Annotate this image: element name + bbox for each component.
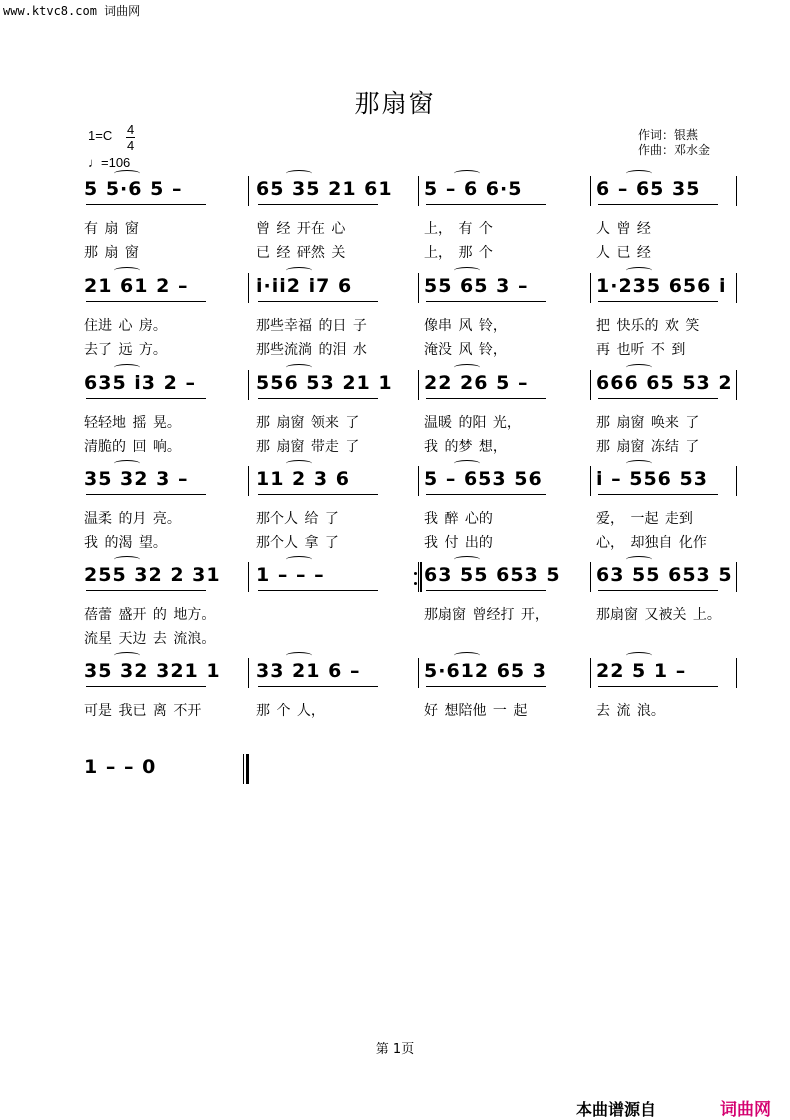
time-signature: [126, 122, 135, 153]
bar-line: [248, 176, 249, 206]
bar-line: [736, 562, 737, 592]
lyric-verse-1: 像串 风 铃，: [424, 318, 507, 334]
lyric-verse-1: 那 扇窗 领来 了: [256, 415, 360, 431]
lyric-verse-1: 上， 有 个: [424, 221, 493, 237]
slur-arc: [454, 652, 480, 659]
beam-line: [258, 204, 378, 205]
time-top: 4: [127, 122, 135, 137]
slur-arc: [114, 170, 140, 177]
bar-line: [590, 176, 591, 206]
beam-line: [258, 398, 378, 399]
measure-notes: 35 32 3 –: [84, 468, 189, 490]
bar-line: [248, 273, 249, 303]
bar-line: [590, 370, 591, 400]
lyric-verse-2: 心， 却独自 化作: [596, 535, 707, 551]
bar-line: [736, 273, 737, 303]
lyric-verse-2: 我 的渴 望。: [84, 535, 167, 551]
lyric-verse-1: 那扇窗 曾经打 开，: [424, 607, 549, 623]
bar-line: [590, 562, 591, 592]
lyric-verse-1: 我 醉 心的: [424, 511, 493, 527]
bar-line: [736, 176, 737, 206]
lyric-verse-2: 去了 远 方。: [84, 342, 167, 358]
measure-notes: 635 i3 2 –: [84, 372, 196, 394]
measure-notes: 55 65 3 –: [424, 275, 529, 297]
lyric-verse-1: 那个人 给 了: [256, 511, 339, 527]
bar-line: [418, 370, 419, 400]
beam-line: [86, 590, 206, 591]
measure-notes: 5 – 6 6·5: [424, 178, 523, 200]
slur-arc: [286, 170, 312, 177]
measure-notes: 556 53 21 1: [256, 372, 393, 394]
lyric-verse-1: 轻轻地 摇 晃。: [84, 415, 181, 431]
slur-arc: [286, 364, 312, 371]
measure-notes: 1 – – 0: [84, 756, 157, 778]
slur-arc: [626, 556, 652, 563]
lyric-verse-1: 可是 我已 离 不开: [84, 703, 202, 719]
lyric-verse-1: 把 快乐的 欢 笑: [596, 318, 700, 334]
bar-line: [736, 466, 737, 496]
bar-line: [418, 466, 419, 496]
beam-line: [86, 204, 206, 205]
measure-notes: 666 65 53 2: [596, 372, 733, 394]
beam-line: [426, 204, 546, 205]
slur-arc: [454, 556, 480, 563]
slur-arc: [114, 267, 140, 274]
bar-line: [736, 658, 737, 688]
measure-notes: 22 5 1 –: [596, 660, 687, 682]
slur-arc: [454, 170, 480, 177]
lyric-verse-2: 那 扇窗 带走 了: [256, 439, 360, 455]
lyric-verse-1: 温柔 的月 亮。: [84, 511, 181, 527]
beam-line: [426, 686, 546, 687]
measure-notes: 35 32 321 1: [84, 660, 221, 682]
bar-line: [248, 562, 249, 592]
measure-notes: 22 26 5 –: [424, 372, 529, 394]
beam-line: [598, 494, 718, 495]
lyric-verse-1: 爱， 一起 走到: [596, 511, 693, 527]
lyric-verse-2: 人 已 经: [596, 245, 651, 261]
measure-notes: 63 55 653 5: [424, 564, 561, 586]
bar-line: [590, 466, 591, 496]
lyric-verse-2: 流星 天边 去 流浪。: [84, 631, 216, 647]
slur-arc: [114, 652, 140, 659]
lyric-verse-1: 蓓蕾 盛开 的 地方。: [84, 607, 216, 623]
beam-line: [86, 301, 206, 302]
lyric-verse-1: 有 扇 窗: [84, 221, 139, 237]
bar-line: [248, 658, 249, 688]
lyric-verse-2: 那 扇窗 冻结 了: [596, 439, 700, 455]
slur-arc: [626, 267, 652, 274]
lyric-verse-1: 好 想陪他 一 起: [424, 703, 528, 719]
beam-line: [258, 686, 378, 687]
slur-arc: [626, 364, 652, 371]
lyric-verse-2: 清脆的 回 响。: [84, 439, 181, 455]
lyric-verse-2: 我 付 出的: [424, 535, 493, 551]
song-title: 那扇窗: [354, 89, 436, 118]
bar-line: [418, 176, 419, 206]
lyric-verse-2: 那 扇 窗: [84, 245, 139, 261]
beam-line: [426, 494, 546, 495]
measure-notes: 21 61 2 –: [84, 275, 189, 297]
slur-arc: [626, 170, 652, 177]
page-number: 第 1页: [375, 1042, 415, 1057]
tempo-mark: ♩=106: [88, 155, 131, 170]
bar-line: [736, 370, 737, 400]
composer: 作曲：邓水金: [638, 143, 711, 157]
credits: [638, 128, 710, 158]
beam-line: [426, 301, 546, 302]
beam-line: [258, 590, 378, 591]
measure-notes: 5 – 653 56: [424, 468, 543, 490]
beam-line: [598, 686, 718, 687]
beam-line: [426, 398, 546, 399]
measure-notes: 63 55 653 5: [596, 564, 733, 586]
time-bottom: 4: [127, 138, 135, 153]
beam-line: [598, 204, 718, 205]
measure-notes: 65 35 21 61: [256, 178, 393, 200]
lyric-verse-2: 再 也听 不 到: [596, 342, 686, 358]
bar-line: [248, 466, 249, 496]
bar-line: [590, 273, 591, 303]
beam-line: [258, 301, 378, 302]
slur-arc: [454, 460, 480, 467]
lyric-verse-1: 那些幸福 的日 子: [256, 318, 367, 334]
lyricist: 作词：银燕: [638, 128, 699, 142]
measure-notes: i – 556 53: [596, 468, 708, 490]
beam-line: [598, 301, 718, 302]
bar-line: [248, 370, 249, 400]
beam-line: [86, 686, 206, 687]
key-signature: 1=C: [88, 128, 113, 143]
measure-notes: 5·612 65 3: [424, 660, 547, 682]
final-bar-line: [243, 754, 244, 784]
slur-arc: [286, 267, 312, 274]
slur-arc: [114, 460, 140, 467]
repeat-bar-line: [420, 562, 422, 592]
lyric-verse-1: 人 曾 经: [596, 221, 651, 237]
lyric-verse-2: 我 的梦 想，: [424, 439, 507, 455]
slur-arc: [286, 556, 312, 563]
slur-arc: [286, 460, 312, 467]
beam-line: [258, 494, 378, 495]
slur-arc: [454, 364, 480, 371]
bar-line: [418, 562, 419, 592]
measure-notes: 33 21 6 –: [256, 660, 361, 682]
slur-arc: [286, 652, 312, 659]
measure-notes: 255 32 2 31: [84, 564, 221, 586]
slur-arc: [454, 267, 480, 274]
measure-notes: 6 – 65 35: [596, 178, 701, 200]
lyric-verse-1: 去 流 浪。: [596, 703, 665, 719]
beam-line: [598, 398, 718, 399]
slur-arc: [626, 652, 652, 659]
lyric-verse-1: 曾 经 开在 心: [256, 221, 346, 237]
footer-site-logo: 词曲网: [720, 1100, 771, 1120]
lyric-verse-2: 上， 那 个: [424, 245, 493, 261]
measure-notes: 1·235 656 i: [596, 275, 727, 297]
slur-arc: [114, 364, 140, 371]
repeat-dot: [414, 572, 417, 575]
lyric-verse-1: 住进 心 房。: [84, 318, 167, 334]
repeat-dot: [414, 582, 417, 585]
lyric-verse-1: 那 扇窗 唤来 了: [596, 415, 700, 431]
lyric-verse-2: 那个人 拿 了: [256, 535, 339, 551]
lyric-verse-2: 那些流淌 的泪 水: [256, 342, 367, 358]
site-watermark: www.ktvc8.com 词曲网: [3, 4, 141, 18]
measure-notes: 11 2 3 6: [256, 468, 350, 490]
measure-notes: 5 5·6 5 –: [84, 178, 183, 200]
lyric-verse-1: 那 个 人，: [256, 703, 325, 719]
bar-line: [418, 658, 419, 688]
slur-arc: [114, 556, 140, 563]
beam-line: [86, 398, 206, 399]
bar-line: [246, 754, 249, 784]
measure-notes: 1 – – –: [256, 564, 325, 586]
lyric-verse-1: 温暖 的阳 光，: [424, 415, 521, 431]
bar-line: [590, 658, 591, 688]
bar-line: [418, 273, 419, 303]
lyric-verse-2: 淹没 风 铃，: [424, 342, 507, 358]
slur-arc: [626, 460, 652, 467]
footer-source: 本曲谱源自: [576, 1100, 657, 1119]
lyric-verse-2: 已 经 砰然 关: [256, 245, 346, 261]
lyric-verse-1: 那扇窗 又被关 上。: [596, 607, 721, 623]
beam-line: [86, 494, 206, 495]
measure-notes: i·ii2 i7 6: [256, 275, 353, 297]
beam-line: [598, 590, 718, 591]
beam-line: [426, 590, 546, 591]
